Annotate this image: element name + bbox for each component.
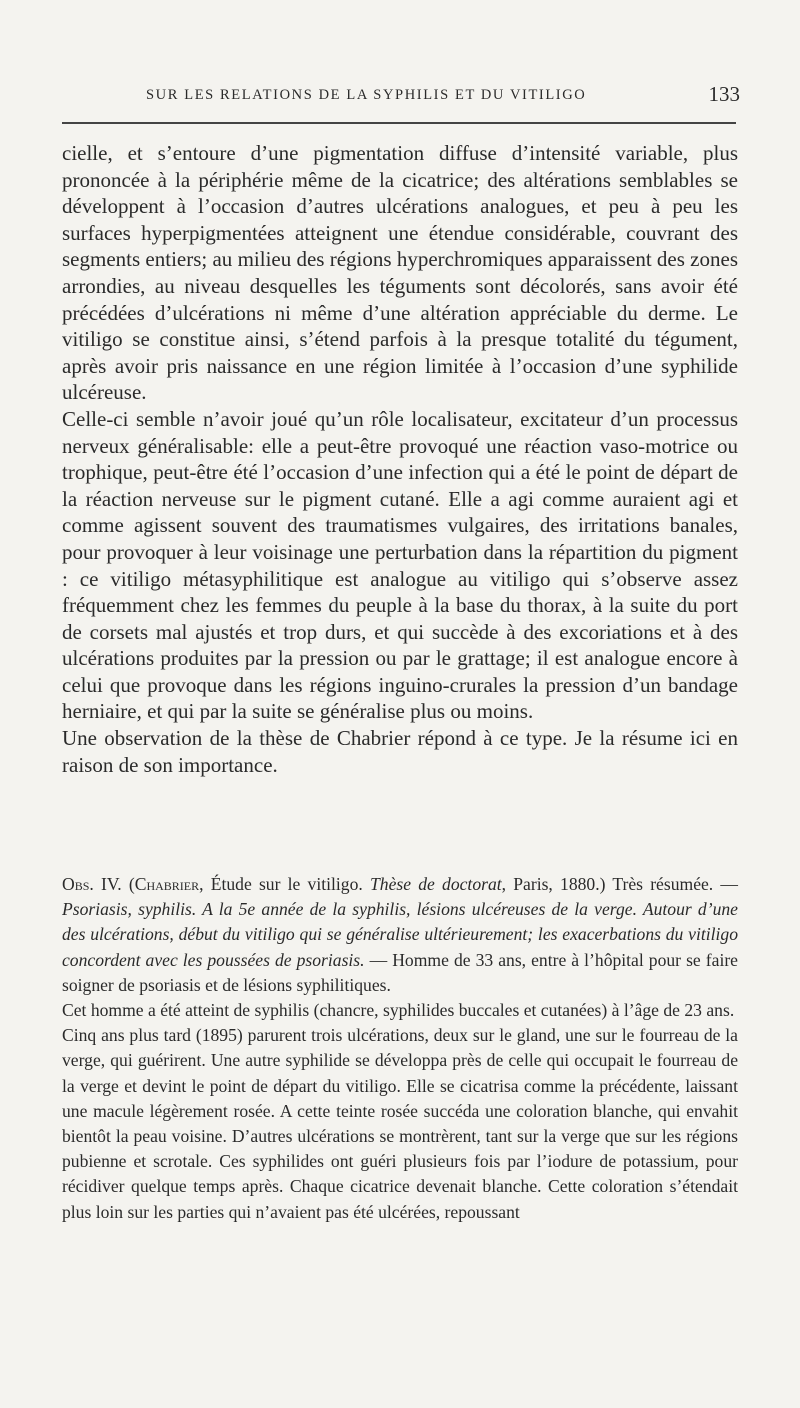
paragraph-3: Une observation de la thèse de Chabrier répond à ce type. Je la résume ici en raison de son importance.: [62, 726, 738, 777]
observation-summary-intro: Très résumée. —: [605, 874, 738, 894]
paragraph-1: cielle, et s’entoure d’une pigmentation diffuse d’intensité variable, plus prononcée à la périphérie même de la cicatrice; des altérations semblables se développent à l’occasion d’autres ulcérations analogues, et peu à peu les surfaces hyperpigmentées atteignent une étendue considérable, couvrant des segments entiers; au milieu des régions hyperchromiques apparaissent des zones arrondies, au niveau desquelles les téguments sont décolorés, sans avoir été précédées d’ulcérations ni même d’une altération appréciable du derme. Le vitiligo se constitue ainsi, s’étend parfois à la presque totalité du tégument, après avoir pris naissance en une région limitée à l’occasion d’une syphilide ulcéreuse.: [62, 141, 738, 405]
observation-author: Chabrier: [134, 874, 200, 894]
observation-summary-italic: Psoriasis, syphilis. A la 5e année de la syphilis, lésions ulcéreuses de la verge. Autour d’une des ulcérations, début du vitiligo qui se généralise ultérieurement; les exacerbations du vitiligo concordent avec les poussées de psoriasis.: [62, 899, 738, 970]
header-rule: [62, 122, 736, 124]
observation-source-title: , Étude sur le vitiligo.: [199, 874, 370, 894]
observation-paragraph-2: Cet homme a été atteint de syphilis (chancre, syphilides buccales et cutanées) à l’âge de 23 ans.: [62, 1000, 735, 1021]
observation-thesis: Thèse de doctorat: [369, 874, 502, 894]
observation-label: Obs. IV.: [62, 874, 122, 894]
running-title: SUR LES RELATIONS DE LA SYPHILIS ET DU VITILIGO: [146, 87, 587, 103]
paragraph-2: Celle-ci semble n’avoir joué qu’un rôle localisateur, excitateur d’un processus nerveux généralisable: elle a peut-être provoqué une réaction vaso-motrice ou trophique, peut-être été l’occasion d’une infection qui a été le point de départ de la réaction nerveuse sur le pigment cutané. Elle a agi comme auraient agi et comme agissent souvent des traumatismes vulgaires, des irritations banales, pour provoquer à leur voisinage une perturbation dans la répartition du pigment : ce vitiligo métasyphilitique est analogue au vitiligo qui s’observe assez fréquemment chez les femmes du peuple à la base du thorax, à la suite du port de corsets mal ajustés et trop durs, et qui succède à des excoriations et à des ulcérations produites par la pression ou par le grattage; il est analogue encore à celui que provoque dans les régions inguino-crurales la pression d’un bandage herniaire, et qui par la suite se généralise plus ou moins.: [62, 406, 738, 724]
observation-source-close: , Paris, 1880.): [501, 874, 606, 894]
page-number: 133: [708, 82, 740, 106]
body-text: [62, 140, 738, 778]
observation-paragraph-3: Cinq ans plus tard (1895) parurent trois ulcérations, deux sur le gland, une sur le fourreau de la verge, qui guérirent. Une autre syphilide se développa près de celle qui occupait le fourreau de la verge et devint le point de départ du vitiligo. Elle se cicatrisa comme la précédente, laissant une macule légèrement rosée. A cette teinte rosée succéda une coloration blanche, qui envahit bientôt la peau voisine. D’autres ulcérations se montrèrent, tant sur la verge que sur les régions pubienne et scrotale. Ces syphilides ont guéri plusieurs fois par l’iodure de potassium, pour récidiver quelque temps après. Chaque cicatrice devenait blanche. Cette coloration s’étendait plus loin sur les parties qui n’avaient pas été ulcérées, repoussant: [62, 1025, 738, 1222]
observation-summary-rest: — Homme de 33 ans, entre à l’hôpital pour se faire soigner de psoriasis et de lésions syphilitiques.: [62, 949, 738, 995]
observation-block: [62, 872, 738, 1225]
observation-heading: [62, 872, 738, 998]
page-header: [60, 82, 740, 115]
observation-source-open: (: [128, 874, 135, 894]
